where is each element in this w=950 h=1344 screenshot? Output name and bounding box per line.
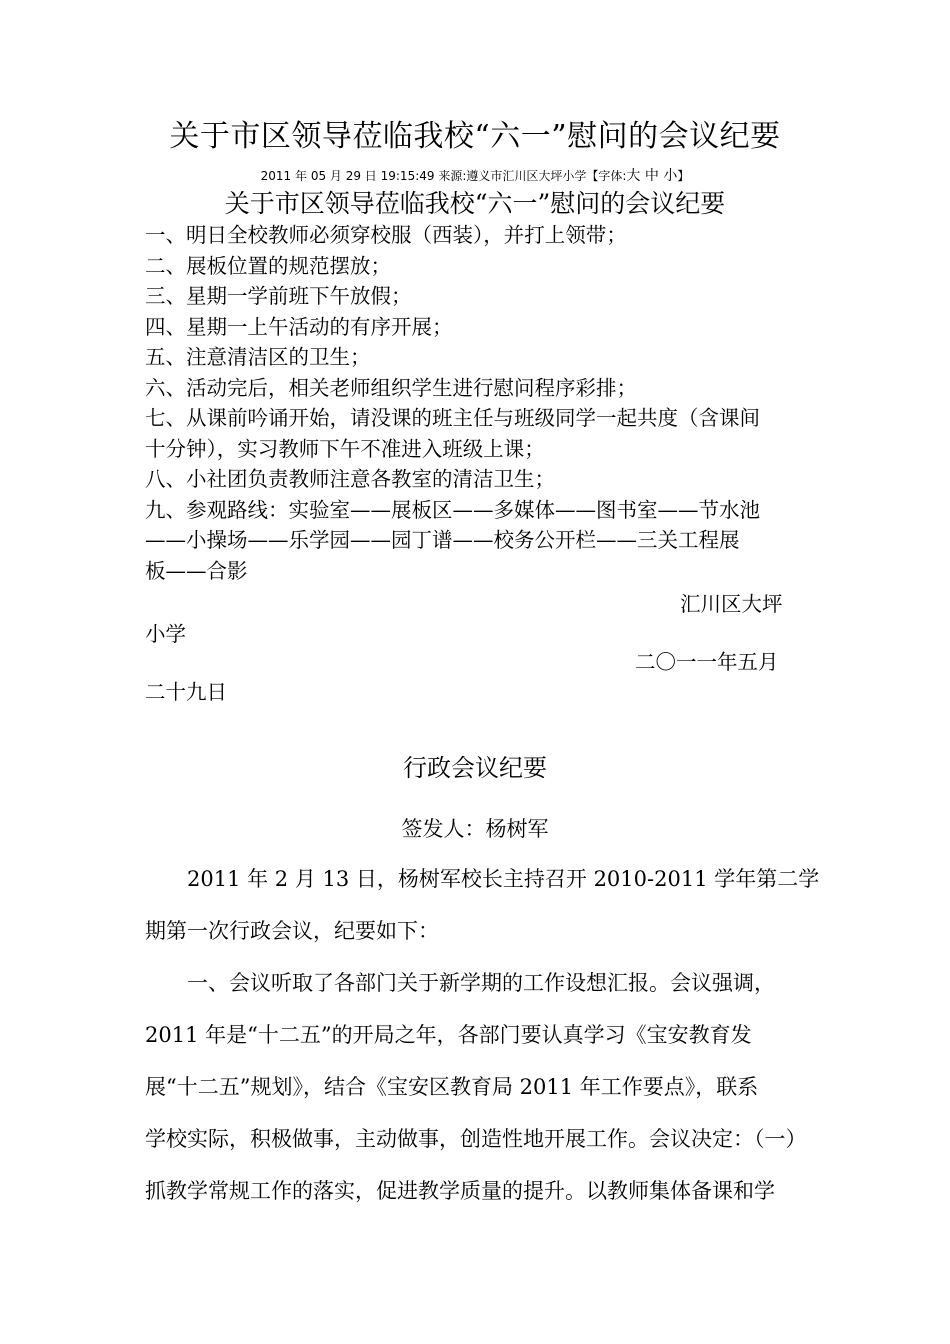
paragraph-line: 2011 年是“十二五”的开局之年，各部门要认真学习《宝安教育发	[145, 1023, 752, 1047]
article-meta	[0, 165, 950, 185]
paragraph-decisions	[145, 957, 810, 1217]
meta-bracket-close: 】	[677, 169, 690, 183]
paragraph-intro	[145, 853, 820, 957]
list-item: 三、星期一学前班下午放假；	[145, 284, 412, 308]
paragraph-line: 学校实际，积极做事，主动做事，创造性地开展工作。会议决定：（一）	[145, 1127, 807, 1151]
list-item: 二、展板位置的规范摆放；	[145, 253, 391, 278]
list-item: 十分钟），实习教师下午不准进入班级上课；	[145, 436, 545, 461]
list-item: 五、注意清洁区的卫生；	[145, 345, 371, 369]
paragraph-line: 一、会议听取了各部门关于新学期的工作设想汇报。会议强调，	[145, 971, 775, 995]
issuer-line: 签发人：杨树军	[401, 817, 549, 841]
paragraph-line: 展“十二五”规划》，结合《宝安区教育局 2011 年工作要点》，联系	[145, 1075, 759, 1099]
meta-date-source: 2011 年 05 月 29 日 19:15:49 来源:遵义市汇川区大坪小学【字体:	[260, 169, 627, 183]
list-item: 一、明日全校教师必须穿校服（西装），并打上领带；	[145, 223, 627, 247]
list-item: 六、活动完后，相关老师组织学生进行慰问程序彩排；	[145, 375, 637, 400]
font-size-selector[interactable]: 大 中 小	[626, 168, 678, 184]
paragraph-line: 期第一次行政会议，纪要如下：	[145, 919, 439, 943]
paragraph-line: 抓教学常规工作的落实，促进教学质量的提升。以教师集体备课和学	[145, 1179, 775, 1203]
meeting-items-list	[145, 220, 760, 586]
signature-school-wrap: 小学	[145, 622, 186, 646]
signature-date: 二〇一一年五月	[635, 650, 779, 674]
signature-school: 汇川区大坪	[680, 592, 783, 616]
paragraph-line: 2011 年 2 月 13 日，杨树军校长主持召开 2010-2011 学年第二学	[145, 867, 820, 891]
list-item: ——小操场——乐学园——园丁谱——校务公开栏——三关工程展	[145, 528, 740, 552]
document-title: 关于市区领导莅临我校“六一”慰问的会议纪要	[169, 119, 781, 154]
list-item: 板——合影	[145, 558, 248, 583]
list-item: 九、参观路线：实验室——展板区——多媒体——图书室——节水池	[145, 497, 760, 522]
list-item: 四、星期一上午活动的有序开展；	[145, 314, 453, 339]
signature-date-wrap: 二十九日	[145, 680, 227, 704]
list-item: 八、小社团负责教师注意各教室的清洁卫生；	[145, 467, 555, 491]
section-title: 行政会议纪要	[403, 754, 547, 782]
list-item: 七、从课前吟诵开始，请没课的班主任与班级同学一起共度（含课间	[145, 406, 760, 430]
document-subtitle: 关于市区领导莅临我校“六一”慰问的会议纪要	[224, 189, 726, 218]
